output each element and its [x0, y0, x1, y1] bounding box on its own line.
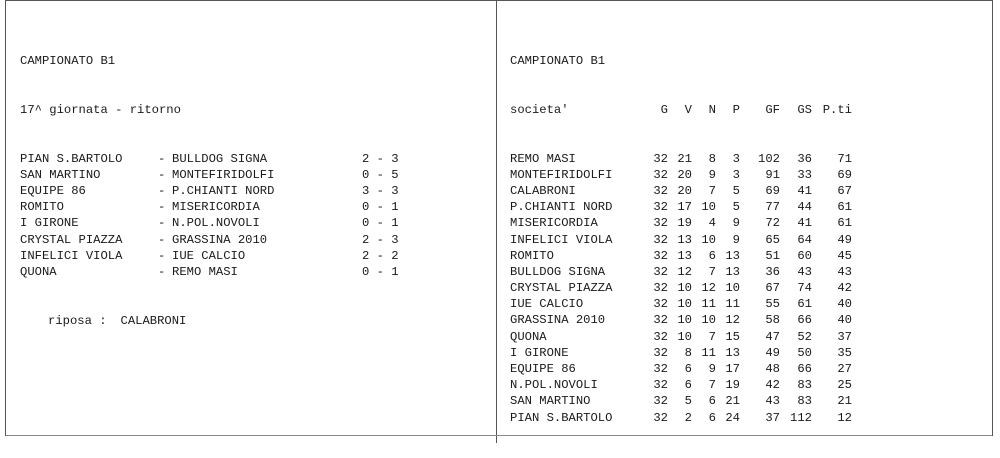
home-team: EQUIPE 86: [20, 183, 86, 198]
cell-g: 32: [653, 329, 668, 344]
cell-v: 17: [677, 200, 692, 215]
cell-v: 10: [677, 281, 692, 296]
cell-g: 32: [653, 264, 668, 279]
cell-v: 20: [677, 183, 692, 198]
cell-n: 10: [701, 232, 716, 247]
header-p: P: [732, 103, 740, 117]
header-team: societa': [510, 103, 569, 117]
standings-panel: [510, 21, 980, 458]
header-n: N: [708, 103, 716, 117]
cell-v: 10: [677, 313, 692, 328]
cell-gf: 77: [765, 200, 780, 215]
cell-gs: 61: [797, 297, 812, 312]
cell-p: 9: [732, 216, 740, 231]
standings-row: [510, 264, 980, 280]
header-g: G: [660, 103, 668, 117]
cell-team: MONTEFIRIDOLFI: [510, 167, 613, 182]
home-team: I GIRONE: [20, 216, 79, 231]
cell-pt: 21: [837, 394, 852, 409]
cell-p: 10: [725, 281, 740, 296]
cell-p: 24: [725, 410, 740, 425]
cell-team: MISERICORDIA: [510, 216, 598, 231]
cell-gf: 67: [765, 281, 780, 296]
cell-g: 32: [653, 232, 668, 247]
match-dash: -: [158, 167, 166, 182]
cell-g: 32: [653, 362, 668, 377]
cell-n: 9: [708, 167, 716, 182]
cell-v: 10: [677, 297, 692, 312]
cell-p: 17: [725, 362, 740, 377]
cell-n: 6: [708, 248, 716, 263]
cell-gs: 83: [797, 394, 812, 409]
cell-g: 32: [653, 183, 668, 198]
results-panel: [20, 21, 490, 361]
cell-team: GRASSINA 2010: [510, 313, 606, 328]
match-score: 0 - 1: [362, 216, 399, 231]
cell-n: 4: [708, 216, 716, 231]
cell-gs: 64: [797, 232, 812, 247]
match-dash: -: [158, 264, 166, 279]
standings-row: [510, 377, 980, 393]
match-row: [20, 199, 490, 215]
cell-n: 9: [708, 362, 716, 377]
match-row: [20, 167, 490, 183]
cell-v: 20: [677, 167, 692, 182]
cell-gf: 72: [765, 216, 780, 231]
standings-row: [510, 232, 980, 248]
cell-v: 5: [684, 394, 692, 409]
cell-n: 7: [708, 264, 716, 279]
standings-row: [510, 151, 980, 167]
cell-p: 13: [725, 345, 740, 360]
cell-gf: 47: [765, 329, 780, 344]
cell-g: 32: [653, 216, 668, 231]
cell-pt: 49: [837, 232, 852, 247]
standings-title: CAMPIONATO B1: [510, 54, 606, 69]
standings-row: [510, 410, 980, 426]
match-dash: -: [158, 216, 166, 231]
cell-team: SAN MARTINO: [510, 394, 591, 409]
cell-gf: 55: [765, 297, 780, 312]
cell-pt: 27: [837, 362, 852, 377]
cell-pt: 69: [837, 167, 852, 182]
cell-pt: 42: [837, 281, 852, 296]
cell-gf: 42: [765, 378, 780, 393]
cell-p: 13: [725, 248, 740, 263]
cell-team: REMO MASI: [510, 151, 576, 166]
home-team: ROMITO: [20, 200, 64, 215]
match-dash: -: [158, 200, 166, 215]
cell-pt: 43: [837, 264, 852, 279]
cell-g: 32: [653, 151, 668, 166]
cell-pt: 25: [837, 378, 852, 393]
cell-gf: 58: [765, 313, 780, 328]
cell-pt: 71: [837, 151, 852, 166]
header-v: V: [684, 103, 692, 117]
cell-pt: 61: [837, 200, 852, 215]
cell-p: 5: [732, 200, 740, 215]
standings-row: [510, 345, 980, 361]
cell-team: ROMITO: [510, 248, 554, 263]
match-score: 3 - 3: [362, 183, 399, 198]
home-team: SAN MARTINO: [20, 167, 101, 182]
cell-p: 9: [732, 232, 740, 247]
standings-row: [510, 329, 980, 345]
cell-gf: 43: [765, 394, 780, 409]
header-pt: P.ti: [822, 103, 852, 117]
cell-pt: 40: [837, 313, 852, 328]
cell-team: INFELICI VIOLA: [510, 232, 613, 247]
away-team: REMO MASI: [172, 264, 238, 279]
standings-row: [510, 183, 980, 199]
cell-pt: 61: [837, 216, 852, 231]
standings-row: [510, 393, 980, 409]
match-score: 0 - 1: [362, 264, 399, 279]
cell-v: 12: [677, 264, 692, 279]
match-dash: -: [158, 183, 166, 198]
match-list: [20, 151, 490, 281]
cell-n: 11: [701, 345, 716, 360]
cell-p: 13: [725, 264, 740, 279]
standings-row: [510, 199, 980, 215]
standings-table: [510, 151, 980, 426]
cell-pt: 40: [837, 297, 852, 312]
cell-v: 8: [684, 345, 692, 360]
cell-v: 2: [684, 410, 692, 425]
round-subtitle: 17^ giornata - ritorno: [20, 103, 181, 117]
cell-gs: 50: [797, 345, 812, 360]
match-score: 2 - 2: [362, 248, 399, 263]
cell-v: 6: [684, 378, 692, 393]
match-row: [20, 232, 490, 248]
cell-gs: 33: [797, 167, 812, 182]
cell-p: 12: [725, 313, 740, 328]
cell-gf: 65: [765, 232, 780, 247]
cell-gs: 112: [790, 410, 812, 425]
cell-gs: 66: [797, 362, 812, 377]
column-divider: [496, 1, 497, 443]
home-team: CRYSTAL PIAZZA: [20, 232, 123, 247]
cell-v: 19: [677, 216, 692, 231]
cell-p: 19: [725, 378, 740, 393]
match-row: [20, 215, 490, 231]
cell-g: 32: [653, 167, 668, 182]
cell-gs: 60: [797, 248, 812, 263]
cell-g: 32: [653, 200, 668, 215]
standings-row: [510, 361, 980, 377]
cell-gs: 41: [797, 183, 812, 198]
cell-p: 21: [725, 394, 740, 409]
cell-n: 10: [701, 313, 716, 328]
results-title: CAMPIONATO B1: [20, 54, 116, 69]
cell-team: BULLDOG SIGNA: [510, 264, 606, 279]
cell-gs: 66: [797, 313, 812, 328]
cell-v: 13: [677, 232, 692, 247]
match-score: 2 - 3: [362, 151, 399, 166]
cell-gs: 52: [797, 329, 812, 344]
cell-gf: 91: [765, 167, 780, 182]
cell-n: 6: [708, 410, 716, 425]
cell-team: N.POL.NOVOLI: [510, 378, 598, 393]
cell-g: 32: [653, 297, 668, 312]
cell-gf: 48: [765, 362, 780, 377]
match-row: [20, 151, 490, 167]
cell-n: 10: [701, 200, 716, 215]
cell-n: 6: [708, 394, 716, 409]
cell-g: 32: [653, 345, 668, 360]
cell-n: 8: [708, 151, 716, 166]
cell-team: CRYSTAL PIAZZA: [510, 281, 613, 296]
cell-gs: 43: [797, 264, 812, 279]
cell-gf: 36: [765, 264, 780, 279]
cell-v: 21: [677, 151, 692, 166]
match-row: [20, 264, 490, 280]
results-sheet: [5, 0, 993, 436]
cell-p: 15: [725, 329, 740, 344]
cell-pt: 37: [837, 329, 852, 344]
away-team: MISERICORDIA: [172, 200, 260, 215]
cell-g: 32: [653, 248, 668, 263]
away-team: IUE CALCIO: [172, 248, 246, 263]
standings-row: [510, 312, 980, 328]
cell-team: I GIRONE: [510, 345, 569, 360]
cell-gf: 102: [758, 151, 780, 166]
cell-pt: 45: [837, 248, 852, 263]
match-dash: -: [158, 151, 166, 166]
away-team: P.CHIANTI NORD: [172, 183, 275, 198]
cell-pt: 67: [837, 183, 852, 198]
cell-gf: 51: [765, 248, 780, 263]
home-team: INFELICI VIOLA: [20, 248, 123, 263]
header-gs: GS: [797, 103, 812, 117]
cell-g: 32: [653, 410, 668, 425]
cell-v: 6: [684, 362, 692, 377]
cell-gf: 37: [765, 410, 780, 425]
riposa-label: riposa :: [48, 313, 107, 328]
cell-gf: 69: [765, 183, 780, 198]
match-dash: -: [158, 232, 166, 247]
away-team: MONTEFIRIDOLFI: [172, 167, 275, 182]
away-team: N.POL.NOVOLI: [172, 216, 260, 231]
cell-gs: 44: [797, 200, 812, 215]
home-team: PIAN S.BARTOLO: [20, 151, 123, 166]
cell-gf: 49: [765, 345, 780, 360]
match-score: 0 - 5: [362, 167, 399, 182]
cell-team: EQUIPE 86: [510, 362, 576, 377]
standings-row: [510, 280, 980, 296]
cell-team: QUONA: [510, 329, 547, 344]
cell-g: 32: [653, 394, 668, 409]
resting-team-line: [20, 313, 490, 329]
match-score: 2 - 3: [362, 232, 399, 247]
cell-g: 32: [653, 378, 668, 393]
match-row: [20, 183, 490, 199]
cell-n: 12: [701, 281, 716, 296]
cell-p: 11: [725, 297, 740, 312]
match-row: [20, 248, 490, 264]
cell-gs: 83: [797, 378, 812, 393]
cell-team: IUE CALCIO: [510, 297, 584, 312]
cell-n: 7: [708, 378, 716, 393]
cell-pt: 35: [837, 345, 852, 360]
cell-n: 11: [701, 297, 716, 312]
cell-gs: 41: [797, 216, 812, 231]
standings-row: [510, 248, 980, 264]
match-score: 0 - 1: [362, 200, 399, 215]
standings-header: [510, 102, 980, 118]
standings-row: [510, 215, 980, 231]
cell-g: 32: [653, 313, 668, 328]
away-team: BULLDOG SIGNA: [172, 151, 268, 166]
away-team: GRASSINA 2010: [172, 232, 268, 247]
cell-p: 5: [732, 183, 740, 198]
cell-g: 32: [653, 281, 668, 296]
cell-pt: 12: [837, 410, 852, 425]
riposa-team: CALABRONI: [120, 313, 187, 328]
home-team: QUONA: [20, 264, 57, 279]
standings-row: [510, 167, 980, 183]
cell-v: 10: [677, 329, 692, 344]
header-gf: GF: [765, 103, 780, 117]
cell-n: 7: [708, 329, 716, 344]
cell-gs: 36: [797, 151, 812, 166]
cell-v: 13: [677, 248, 692, 263]
cell-team: P.CHIANTI NORD: [510, 200, 613, 215]
cell-gs: 74: [797, 281, 812, 296]
standings-row: [510, 296, 980, 312]
cell-p: 3: [732, 151, 740, 166]
match-dash: -: [158, 248, 166, 263]
cell-p: 3: [732, 167, 740, 182]
cell-team: CALABRONI: [510, 183, 576, 198]
cell-team: PIAN S.BARTOLO: [510, 410, 613, 425]
cell-n: 7: [708, 183, 716, 198]
